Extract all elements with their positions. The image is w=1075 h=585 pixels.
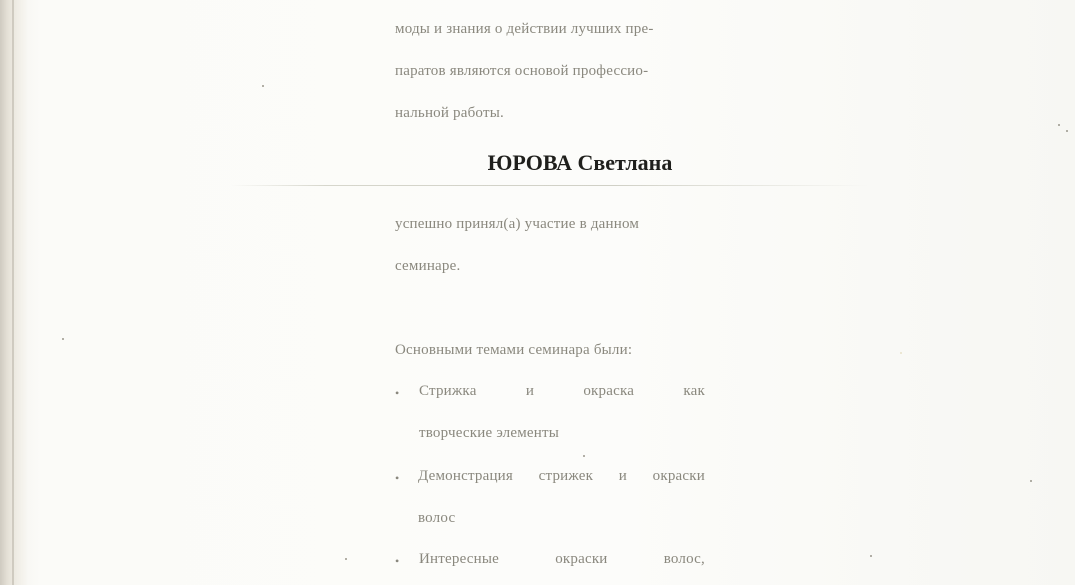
topic-2-word-3: и: [618, 468, 627, 484]
participation-line-1: успешно принял(а) участие в данном: [395, 216, 640, 232]
scan-left-edge-line: [12, 0, 14, 585]
scan-speck: [900, 352, 902, 354]
topic-1-bullet: •: [395, 386, 400, 400]
topic-2-word-4: окраски: [652, 468, 705, 484]
topic-2-line-1: [418, 468, 705, 485]
scan-speck: [870, 555, 872, 557]
topic-1-word-1: Стрижка: [419, 383, 477, 399]
topic-3-bullet: •: [395, 554, 400, 568]
topic-1-word-4: как: [683, 383, 705, 399]
topic-3-word-3: волос,: [663, 551, 705, 567]
topic-3-word-2: окраски: [555, 551, 608, 567]
topic-1-word-2: и: [525, 383, 535, 399]
scan-speck: [1030, 480, 1032, 482]
participation-line-2: семинаре.: [395, 258, 461, 274]
scan-speck: [345, 558, 347, 560]
intro-line-1: моды и знания о действии лучших пре-: [395, 21, 654, 37]
scan-speck: [583, 455, 585, 457]
topics-heading: Основными темами семинара были:: [395, 342, 633, 358]
scan-left-edge-shadow: [0, 0, 28, 585]
topic-1-line-2: творческие элементы: [419, 425, 560, 441]
topic-1-line-1: [419, 383, 705, 400]
topic-3-word-1: Интересные: [419, 551, 500, 567]
divider-line: [230, 185, 870, 186]
intro-line-3: нальной работы.: [395, 105, 504, 121]
topic-2-line-2: волос: [418, 510, 456, 526]
topic-2-word-1: Демонстрация: [418, 468, 514, 484]
topic-2-word-2: стрижек: [538, 468, 594, 484]
topic-2-bullet: •: [395, 471, 400, 485]
participant-name: ЮРОВА Светлана: [487, 150, 673, 175]
intro-line-2: паратов являются основой профессио-: [395, 63, 649, 79]
topic-1-word-3: окраска: [583, 383, 635, 399]
scan-speck: [1058, 124, 1060, 126]
scan-speck: [262, 85, 264, 87]
scan-speck: [62, 338, 64, 340]
topic-3-line-1: [419, 551, 705, 568]
scan-speck: [1066, 130, 1068, 132]
